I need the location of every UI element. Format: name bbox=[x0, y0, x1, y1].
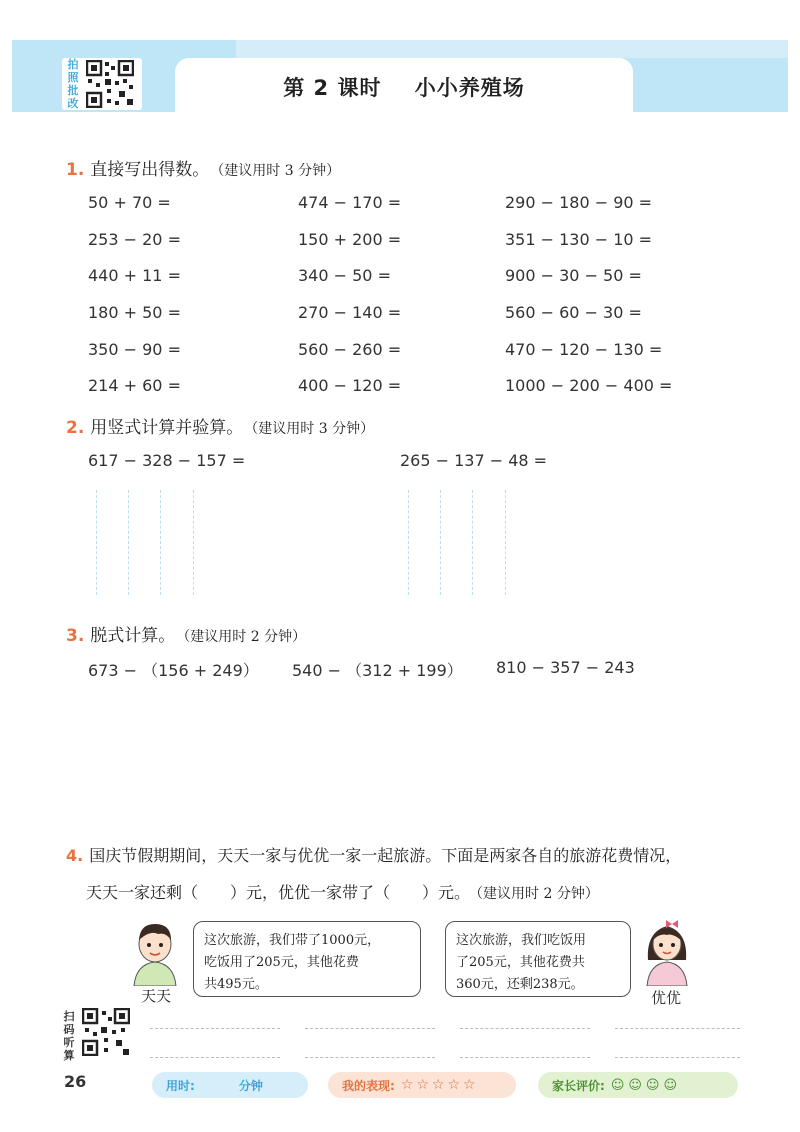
section-4-text: 国庆节假期期间，天天一家与优优一家一起旅游。下面是两家各自的旅游花费情况， bbox=[89, 846, 682, 865]
section-1-title bbox=[66, 155, 340, 180]
parent-review-pill bbox=[538, 1072, 738, 1098]
time-used-pill bbox=[152, 1072, 308, 1098]
section-2-title bbox=[66, 413, 374, 438]
section-4-title bbox=[66, 843, 681, 866]
oral-problem: 560 − 60 − 30 = bbox=[505, 303, 642, 322]
oral-problem: 440 + 11 = bbox=[88, 266, 181, 285]
section-2-number: 2. bbox=[66, 418, 85, 438]
vertical-calc-problem: 617 − 328 − 157 = bbox=[88, 451, 246, 470]
oral-problem: 1000 − 200 − 400 = bbox=[505, 376, 673, 395]
oral-problem: 50 + 70 = bbox=[88, 193, 171, 212]
answer-line[interactable] bbox=[615, 1057, 740, 1058]
header-band-top bbox=[236, 40, 788, 58]
tiantian-speech-bubble: 这次旅游，我们带了1000元， 吃饭用了205元，其他花费 共495元。 bbox=[193, 921, 421, 997]
section-1-hint: （建议用时 3 分钟） bbox=[217, 163, 341, 179]
oral-problem: 351 − 130 − 10 = bbox=[505, 230, 653, 249]
section-4-hint: （建议用时 2 分钟） bbox=[476, 886, 599, 902]
section-2-text: 用竖式计算并验算。 bbox=[90, 418, 244, 438]
guide-line bbox=[96, 490, 97, 595]
section-2-hint: （建议用时 3 分钟） bbox=[251, 421, 375, 437]
section-3-number: 3. bbox=[66, 626, 85, 646]
guide-line bbox=[505, 490, 506, 595]
section-3-hint: （建议用时 2 分钟） bbox=[183, 629, 307, 645]
section-3-title bbox=[66, 621, 306, 646]
oral-problem: 400 − 120 = bbox=[298, 376, 402, 395]
answer-line[interactable] bbox=[150, 1057, 280, 1058]
oral-problem: 180 + 50 = bbox=[88, 303, 181, 322]
qr-code-icon[interactable] bbox=[86, 60, 134, 108]
stepwise-problem: 673 − （156 + 249） bbox=[88, 661, 259, 680]
page-title: 第 2 课时 小小养殖场 bbox=[283, 76, 525, 100]
section-3-text: 脱式计算。 bbox=[90, 626, 176, 646]
answer-line[interactable] bbox=[615, 1028, 740, 1029]
guide-line bbox=[440, 490, 441, 595]
time-unit: 分钟 bbox=[238, 1078, 263, 1093]
smiley-face-icon[interactable]: ☺☺☺☺ bbox=[610, 1077, 682, 1093]
guide-line bbox=[128, 490, 129, 595]
scan-correct-label: 拍 照 批 改 bbox=[67, 58, 79, 110]
guide-line bbox=[160, 490, 161, 595]
page-title-tab bbox=[175, 58, 633, 116]
scan-listen-label: 扫 码 听 算 bbox=[63, 1010, 75, 1062]
answer-line[interactable] bbox=[305, 1057, 435, 1058]
answer-line[interactable] bbox=[460, 1028, 590, 1029]
stepwise-problem: 540 − （312 + 199） bbox=[292, 661, 463, 680]
youyou-girl-icon bbox=[642, 914, 692, 986]
guide-line bbox=[193, 490, 194, 595]
performance-label: 我的表现: bbox=[342, 1078, 395, 1093]
oral-problem: 900 − 30 − 50 = bbox=[505, 266, 642, 285]
page-number: 26 bbox=[64, 1072, 87, 1091]
youyou-name: 优优 bbox=[651, 989, 682, 1007]
answer-line[interactable] bbox=[460, 1057, 590, 1058]
oral-problem: 340 − 50 = bbox=[298, 266, 391, 285]
qr-code-icon[interactable] bbox=[82, 1008, 130, 1056]
answer-line[interactable] bbox=[305, 1028, 435, 1029]
oral-problem: 214 + 60 = bbox=[88, 376, 181, 395]
star-rating-icon[interactable]: ☆☆☆☆☆ bbox=[400, 1077, 479, 1093]
oral-problem: 350 − 90 = bbox=[88, 340, 181, 359]
parent-label: 家长评价: bbox=[552, 1078, 605, 1093]
oral-problem: 470 − 120 − 130 = bbox=[505, 340, 663, 359]
section-1-text: 直接写出得数。 bbox=[90, 160, 210, 180]
oral-problem: 290 − 180 − 90 = bbox=[505, 193, 653, 212]
section-4-line-2: 天天一家还剩（ ）元，优优一家带了（ ）元。 （建议用时 2 分钟） bbox=[86, 883, 599, 902]
youyou-speech-bubble: 这次旅游，我们吃饭用 了205元，其他花费共 360元，还剩238元。 bbox=[445, 921, 631, 997]
vertical-calc-problem: 265 − 137 − 48 = bbox=[400, 451, 548, 470]
oral-problem: 150 + 200 = bbox=[298, 230, 402, 249]
time-label: 用时: bbox=[166, 1078, 195, 1093]
guide-line bbox=[472, 490, 473, 595]
stepwise-problem: 810 − 357 − 243 bbox=[496, 658, 635, 677]
guide-line bbox=[408, 490, 409, 595]
section-1-number: 1. bbox=[66, 160, 85, 180]
oral-problem: 253 − 20 = bbox=[88, 230, 181, 249]
tiantian-boy-icon bbox=[130, 918, 180, 986]
section-4-number: 4. bbox=[66, 846, 84, 865]
performance-pill bbox=[328, 1072, 516, 1098]
answer-line[interactable] bbox=[150, 1028, 280, 1029]
oral-problem: 560 − 260 = bbox=[298, 340, 402, 359]
tiantian-name: 天天 bbox=[141, 987, 172, 1005]
oral-problem: 270 − 140 = bbox=[298, 303, 402, 322]
oral-problem: 474 − 170 = bbox=[298, 193, 402, 212]
